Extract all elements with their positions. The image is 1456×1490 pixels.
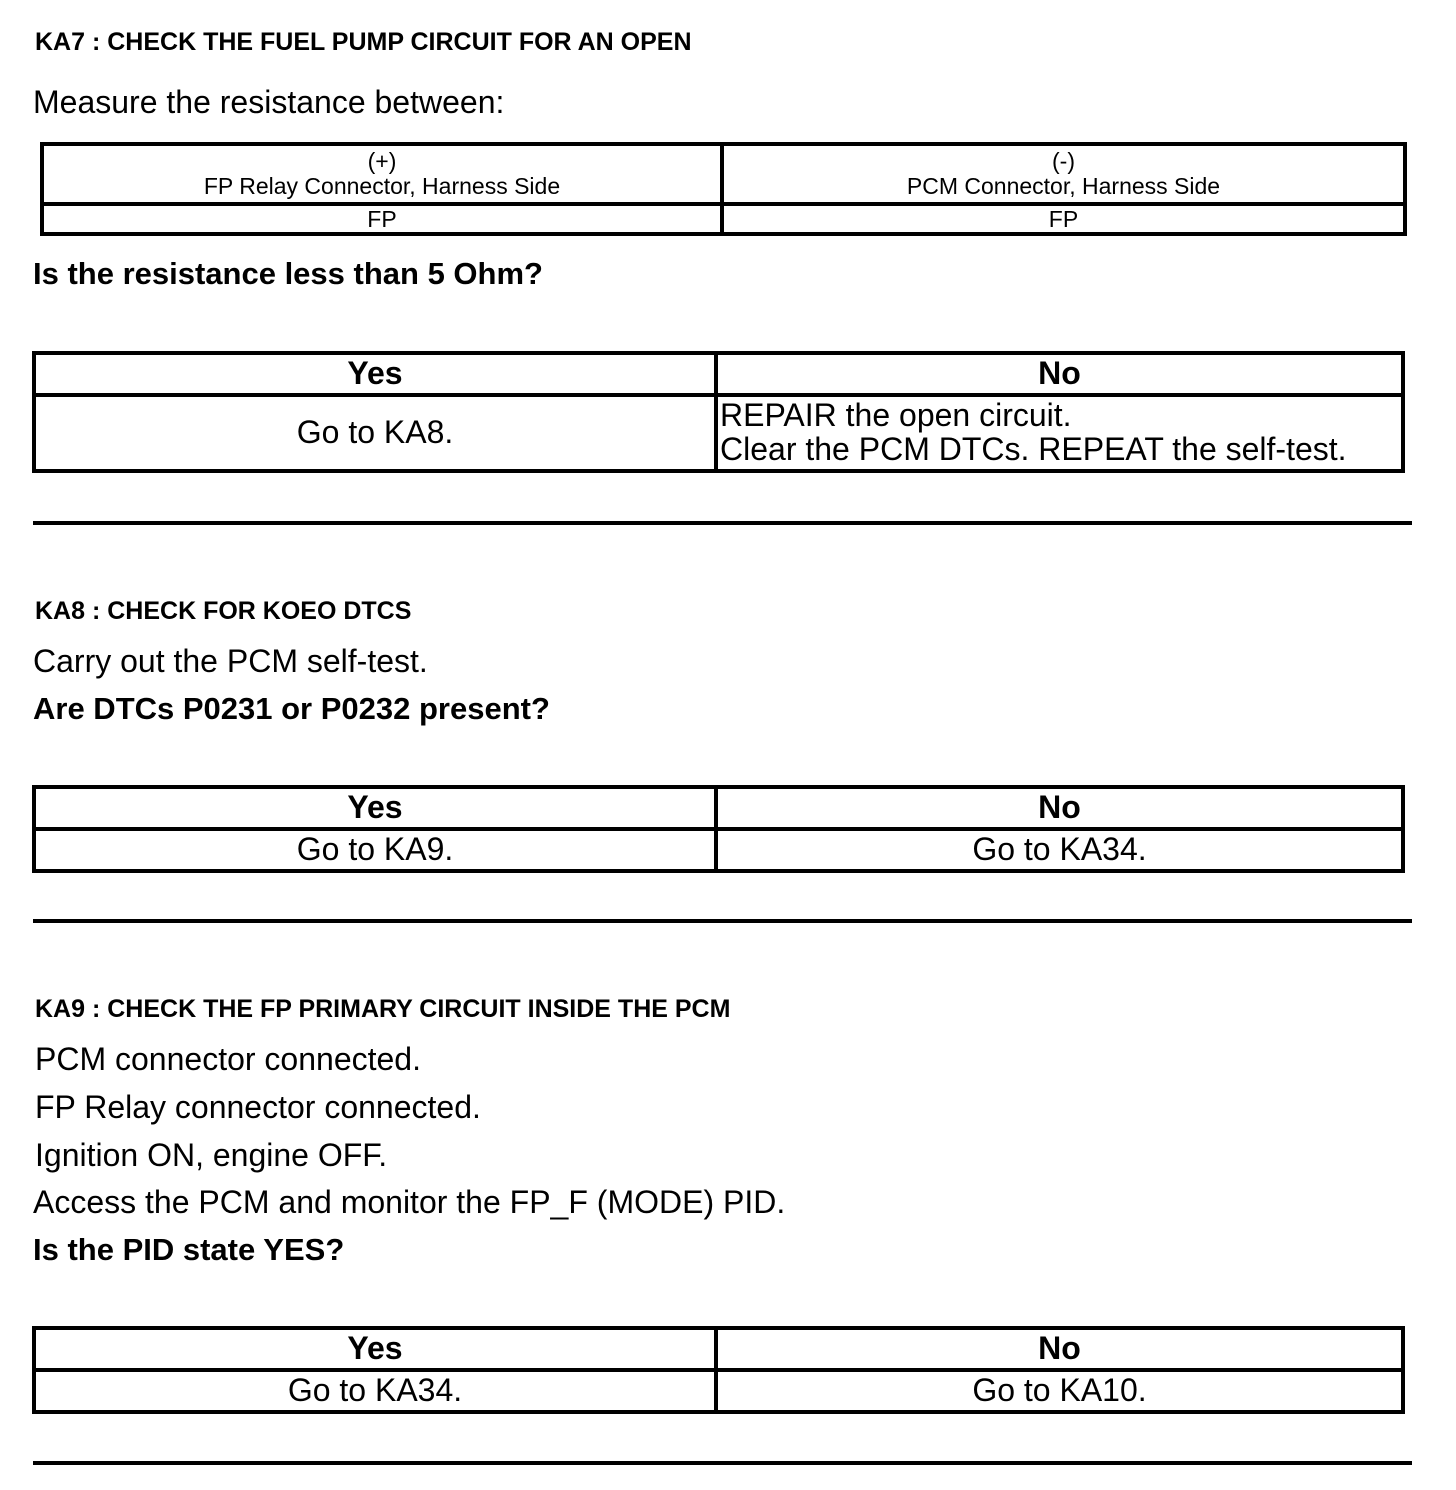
ka9-step: FP Relay connector connected. [35, 1089, 481, 1125]
ka9-answer-table [32, 1326, 1405, 1414]
yes-action: Go to KA9. [34, 829, 716, 871]
ka8-answer-table [32, 785, 1405, 873]
ka7-heading: KA7 : CHECK THE FUEL PUMP CIRCUIT FOR AN OPEN [35, 28, 692, 56]
no-action [716, 395, 1403, 471]
yes-header: Yes [34, 353, 716, 395]
yes-header: Yes [34, 1328, 716, 1370]
section-divider [33, 919, 1412, 923]
minus-pin-cell: FP [722, 204, 1405, 234]
yes-action: Go to KA8. [34, 395, 716, 471]
yes-action: Go to KA34. [34, 1370, 716, 1412]
ka8-instruction: Carry out the PCM self-test. [33, 643, 428, 679]
plus-terminal-cell [42, 144, 722, 204]
ka9-question: Is the PID state YES? [33, 1232, 345, 1267]
no-action: Go to KA10. [716, 1370, 1403, 1412]
yes-header: Yes [34, 787, 716, 829]
plus-connector-label: FP Relay Connector, Harness Side [203, 173, 561, 199]
ka9-heading: KA9 : CHECK THE FP PRIMARY CIRCUIT INSIDE THE PCM [35, 995, 731, 1023]
no-action: Go to KA34. [716, 829, 1403, 871]
minus-symbol: (-) [1052, 148, 1075, 175]
no-action-line2: Clear the PCM DTCs. REPEAT the self-test. [720, 431, 1347, 467]
no-action-line1: REPAIR the open circuit. [720, 397, 1072, 434]
no-header: No [716, 1328, 1403, 1370]
minus-connector-label: PCM Connector, Harness Side [906, 173, 1221, 199]
plus-symbol: (+) [367, 148, 397, 175]
ka7-question: Is the resistance less than 5 Ohm? [33, 256, 543, 291]
ka7-answer-table [32, 351, 1405, 473]
section-divider [33, 521, 1412, 525]
plus-pin-cell: FP [42, 204, 722, 234]
no-header: No [716, 787, 1403, 829]
ka9-step: PCM connector connected. [35, 1041, 421, 1077]
ka9-step: Access the PCM and monitor the FP_F (MODE) PID. [33, 1184, 786, 1220]
no-header: No [716, 353, 1403, 395]
ka8-heading: KA8 : CHECK FOR KOEO DTCS [35, 597, 412, 625]
ka9-step: Ignition ON, engine OFF. [35, 1137, 388, 1173]
ka7-instruction: Measure the resistance between: [33, 84, 505, 120]
section-divider [33, 1461, 1412, 1465]
minus-terminal-cell [722, 144, 1405, 204]
ka7-measure-table [40, 142, 1407, 236]
ka8-question: Are DTCs P0231 or P0232 present? [33, 691, 550, 726]
